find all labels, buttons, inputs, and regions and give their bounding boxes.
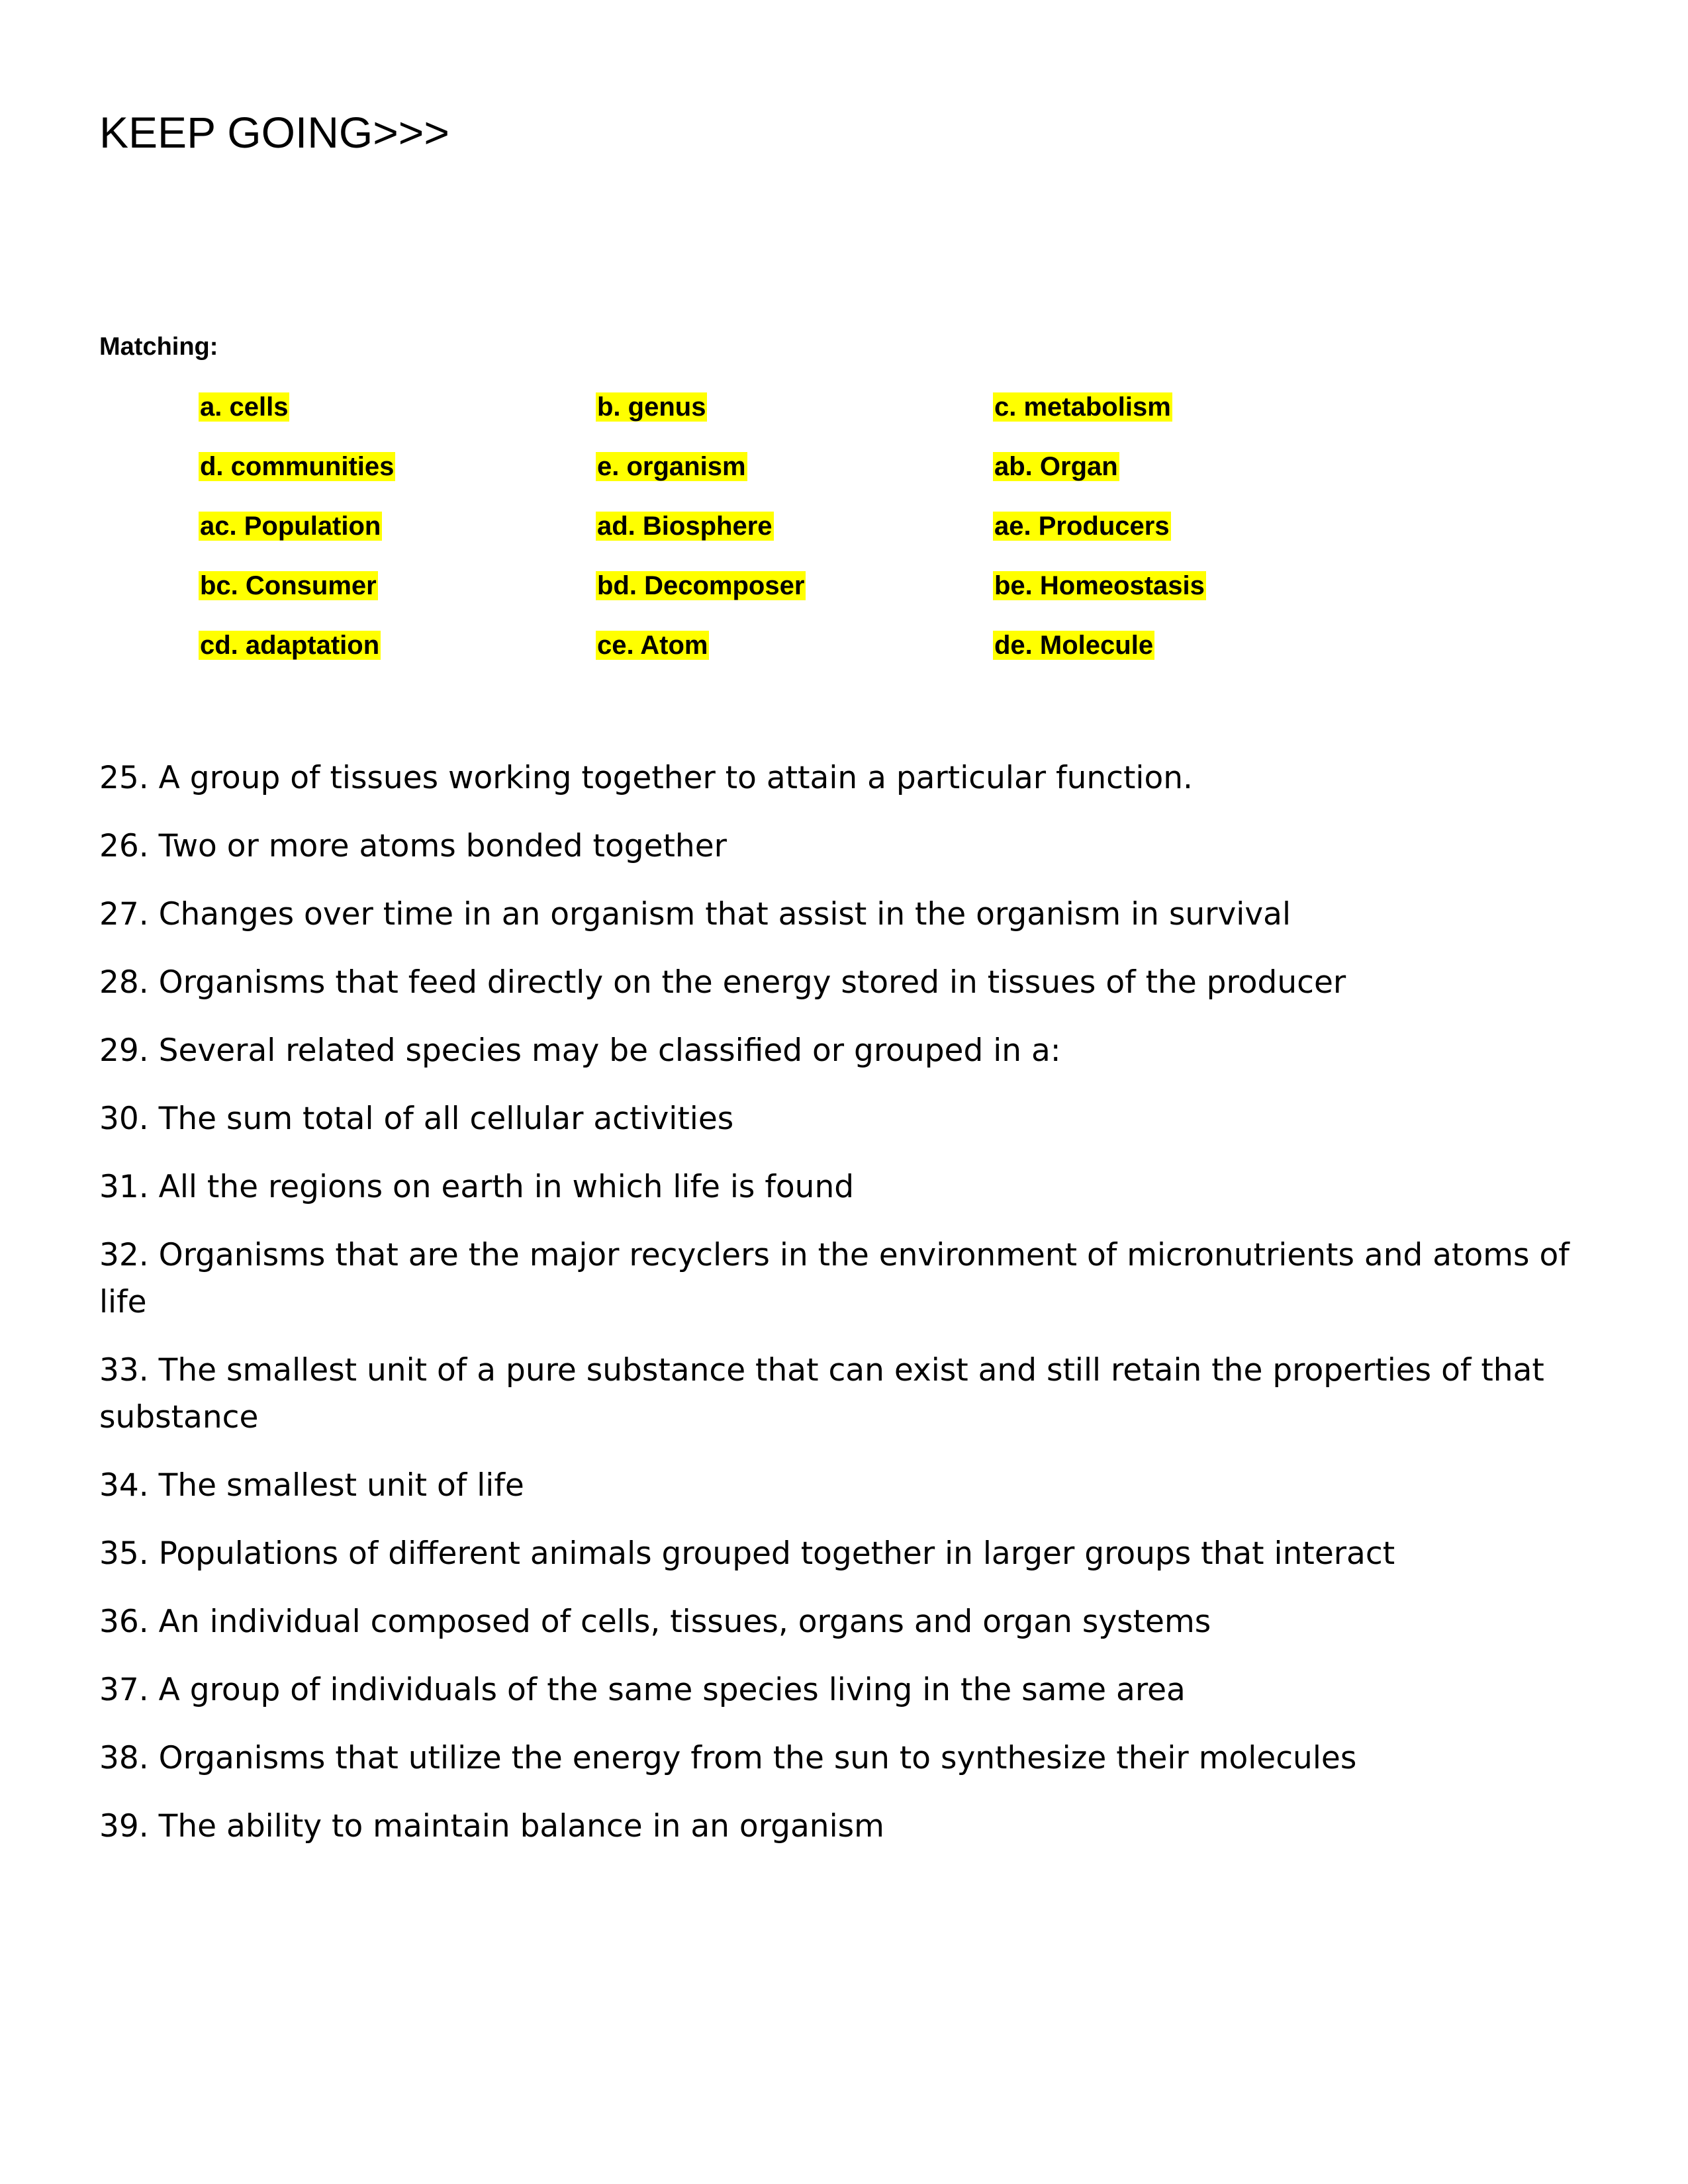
- term-cell: [199, 629, 596, 688]
- matching-terms-grid: [199, 390, 1390, 688]
- question-28: 28. Organisms that feed directly on the energy stored in tissues of the producer: [99, 964, 1346, 1001]
- question-list: [99, 754, 1589, 1871]
- term-ab: ab. Organ: [994, 452, 1118, 481]
- term-cell: [199, 510, 596, 569]
- question-30: 30. The sum total of all cellular activities: [99, 1101, 734, 1137]
- term-cell: [596, 569, 993, 629]
- term-de: de. Molecule: [994, 631, 1154, 660]
- question-38: 38. Organisms that utilize the energy from the sun to synthesize their molecules: [99, 1740, 1357, 1776]
- term-cell: [993, 450, 1390, 510]
- term-bc: bc. Consumer: [200, 571, 377, 600]
- term-cell: [596, 450, 993, 510]
- term-cell: [199, 390, 596, 450]
- question-27: 27. Changes over time in an organism that assist in the organism in survival: [99, 896, 1291, 933]
- question-29: 29. Several related species may be classified or grouped in a:: [99, 1032, 1061, 1069]
- term-cell: [199, 569, 596, 629]
- term-cell: [596, 629, 993, 688]
- matching-label: Matching:: [99, 333, 218, 361]
- question-25: 25. A group of tissues working together to attain a particular function.: [99, 760, 1193, 796]
- term-ae: ae. Producers: [994, 512, 1170, 541]
- term-cell: [199, 450, 596, 510]
- term-ac: ac. Population: [200, 512, 381, 541]
- question-26: 26. Two or more atoms bonded together: [99, 828, 727, 864]
- question-35: 35. Populations of different animals grouped together in larger groups that interact: [99, 1535, 1395, 1572]
- term-be: be. Homeostasis: [994, 571, 1205, 600]
- page-heading: KEEP GOING>>>: [99, 108, 449, 157]
- term-ce: ce. Atom: [597, 631, 708, 660]
- term-bd: bd. Decomposer: [597, 571, 805, 600]
- term-cell: [993, 569, 1390, 629]
- term-cell: [596, 390, 993, 450]
- term-c: c. metabolism: [994, 392, 1171, 422]
- question-34: 34. The smallest unit of life: [99, 1467, 524, 1504]
- term-b: b. genus: [597, 392, 706, 422]
- term-cell: [993, 390, 1390, 450]
- term-d: d. communities: [200, 452, 395, 481]
- term-e: e. organism: [597, 452, 746, 481]
- question-36: 36. An individual composed of cells, tissues, organs and organ systems: [99, 1604, 1211, 1640]
- question-32: 32. Organisms that are the major recyclers in the environment of micronutrients and atoms of life: [99, 1237, 1570, 1320]
- question-33: 33. The smallest unit of a pure substance that can exist and still retain the properties of that substance: [99, 1352, 1544, 1435]
- term-cell: [993, 629, 1390, 688]
- term-cell: [993, 510, 1390, 569]
- question-37: 37. A group of individuals of the same species living in the same area: [99, 1672, 1186, 1708]
- term-ad: ad. Biosphere: [597, 512, 773, 541]
- term-cell: [596, 510, 993, 569]
- question-39: 39. The ability to maintain balance in an organism: [99, 1808, 884, 1844]
- question-31: 31. All the regions on earth in which life is found: [99, 1169, 855, 1205]
- term-cd: cd. adaptation: [200, 631, 380, 660]
- term-a: a. cells: [200, 392, 289, 422]
